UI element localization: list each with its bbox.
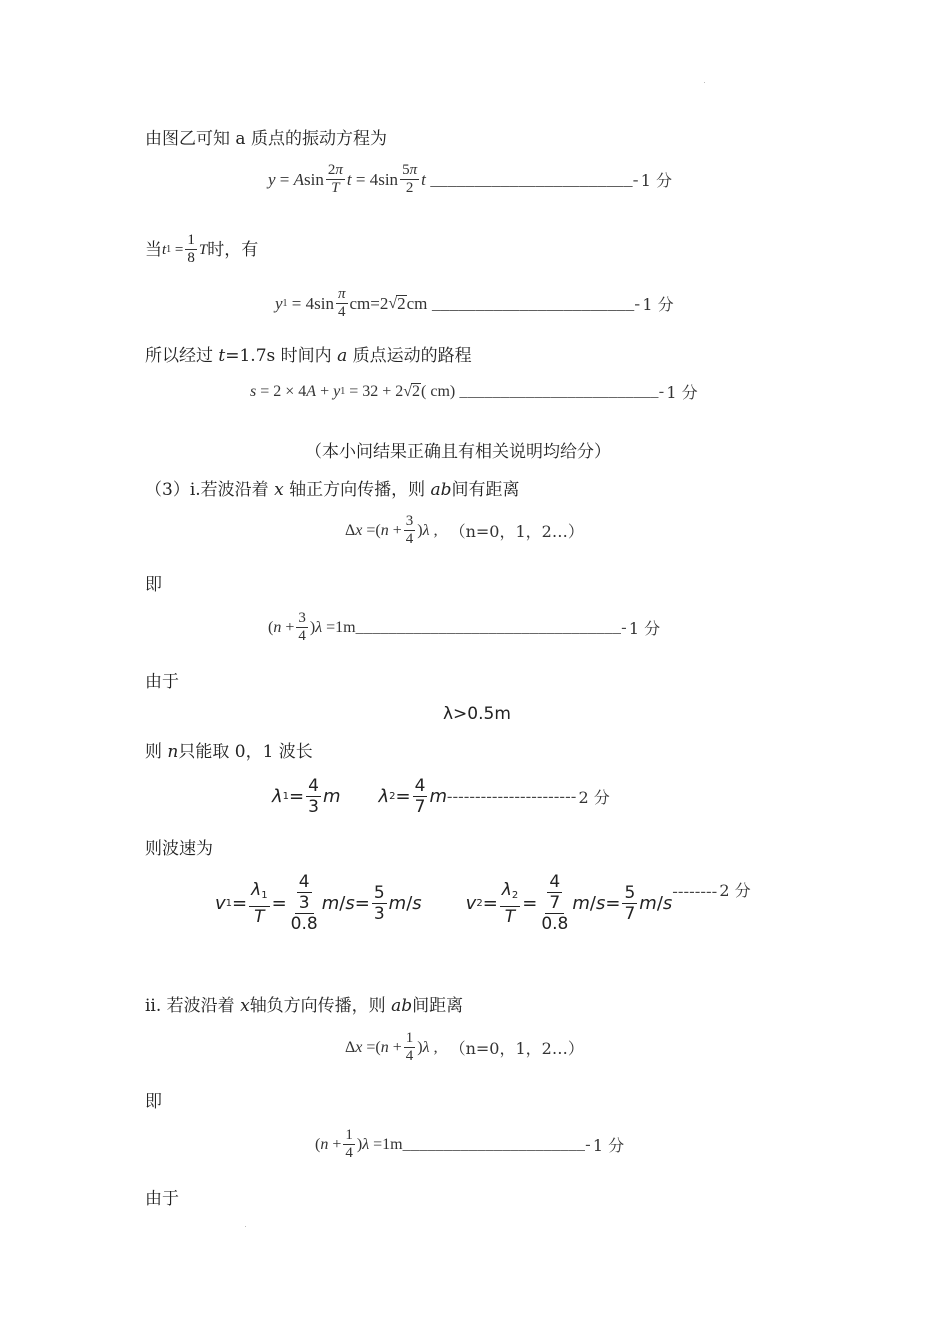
score-label: 2 分 (719, 880, 751, 900)
text-line-ji-2: 即 (145, 1092, 162, 1112)
text-line-2: 当 t 1 = $\frac{1}{8}$ T 时，有 (145, 232, 259, 266)
score-label: 1 分 (642, 295, 674, 314)
text-line-youyu-1: 由于 (145, 672, 179, 692)
score-label: 2 分 (578, 788, 610, 807)
note-line: （本小问结果正确且有相关说明均给分） (305, 442, 611, 462)
text-line-3: 所以经过 t=1.7s 时间内 a 质点运动的路程 (145, 346, 472, 366)
equation-1m-positive: ( n + $\frac{3}{4}$ ) λ =1m ________________________________- 1 分 (268, 610, 661, 644)
text-line-wave-speed: 则波速为 (145, 839, 213, 859)
equation-vibration: y = A sin $\frac{2\pi}{T}$ t = 4sin $\frac{5\pi}{2}$ t _______________________- 1 分 (268, 162, 673, 196)
text-line-youyu-2: 由于 (145, 1189, 179, 1209)
score-label: 1 分 (592, 1136, 625, 1155)
equation-dx-positive: Δ x =( n + $\frac{3}{4}$ ) λ , （n=0，1，2…） (345, 513, 584, 547)
text-line-part3-ii: ii. 若波沿着 x轴负方向传播，则 ab间距离 (145, 996, 464, 1016)
equation-lambda-condition: λ>0.5m (443, 704, 511, 724)
scan-dot (245, 1226, 246, 1227)
equation-1m-negative: ( n + $\frac{1}{4}$ ) λ =1m ______________________- 1 分 (315, 1127, 625, 1161)
score-label: 1 分 (628, 619, 661, 638)
text-line-1: 由图乙可知 a 质点的振动方程为 (145, 129, 387, 149)
text-line-n-values: 则 n只能取 0，1 波长 (145, 742, 313, 762)
equation-path: s = 2 × 4 A + y 1 = 32 + 2 √ 2 ( cm) ________________________- 1 分 (250, 380, 698, 403)
score-label: 1 分 (666, 383, 698, 402)
equation-y1: y 1 = 4sin $\frac{\pi}{4}$ cm=2 √ 2 cm _______________________- 1 分 (275, 286, 674, 320)
equation-dx-negative: Δ x =( n + $\frac{1}{4}$ ) λ , （n=0，1，2…） (345, 1030, 584, 1064)
scan-dot (704, 82, 705, 83)
equation-wavelengths: λ 1 = $\frac{4}{3}$ m λ 2 = $\frac{4}{7}$ m ----------------------- 2 分 (272, 776, 610, 817)
score-label: 1 分 (640, 171, 673, 190)
text-line-ji-1: 即 (145, 575, 162, 595)
text-line-part3-i: （3）i.若波沿着 x 轴正方向传播，则 ab间有距离 (145, 480, 520, 500)
equation-velocities: v 1 = $\frac{\lambda_1}{T}$ = $\frac{\frac{4}{3}}{0.8}$ m / s = $\frac{5}{3}$ m / s v 2 = $\frac{\lambda_2}{T}$ = $\frac{\frac{4}{7}}{0.8}$ m / s = $\frac{5}{7}$ m / s -------- 2 分 (215, 872, 751, 934)
